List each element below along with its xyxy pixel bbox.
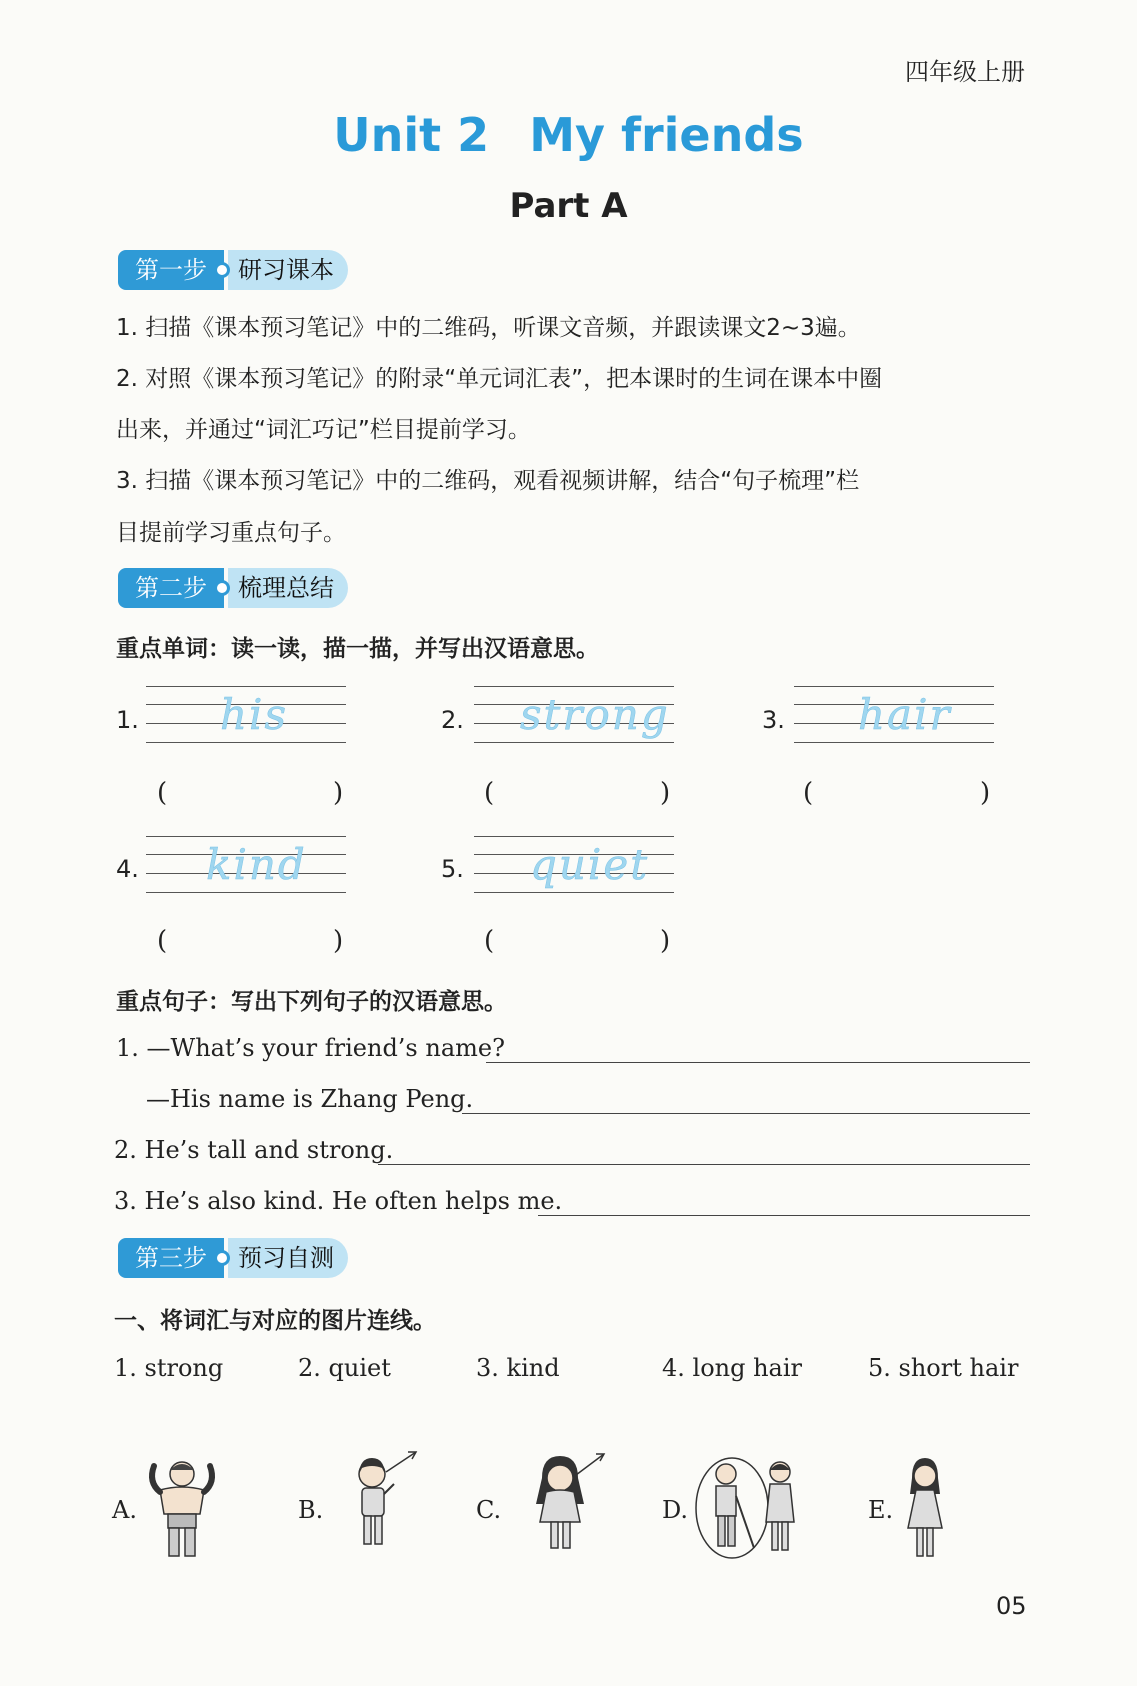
long-hair-girl-picture-icon[interactable]	[524, 1448, 614, 1560]
unit-number: Unit 2	[333, 108, 490, 162]
step2-title: 梳理总结	[228, 568, 348, 608]
word-1-trace: his	[220, 690, 289, 739]
word-1-paren-close: )	[333, 778, 344, 808]
word-5-paren-open: (	[484, 926, 495, 956]
match-word-3: 3. kind	[476, 1354, 560, 1382]
word-2-number: 2.	[441, 706, 464, 734]
step1-item-2-cont: 出来，并通过“词汇巧记”栏目提前学习。	[116, 417, 531, 443]
word-3-paren-close: )	[980, 778, 991, 808]
word-5-number: 5.	[441, 855, 464, 883]
picture-a-label: A.	[112, 1496, 137, 1524]
step1-item-3: 3. 扫描《课本预习笔记》中的二维码，观看视频讲解，结合“句子梳理”栏	[116, 468, 860, 494]
match-word-2: 2. quiet	[298, 1354, 391, 1382]
match-word-5: 5. short hair	[868, 1354, 1019, 1382]
quiet-girl-picture-icon[interactable]	[900, 1454, 950, 1562]
step1-title: 研习课本	[228, 250, 348, 290]
step1-item-3-cont: 目提前学习重点句子。	[116, 520, 346, 546]
word-4-paren-open: (	[157, 926, 168, 956]
word-4-number: 4.	[116, 855, 139, 883]
step1-label: 第一步	[118, 250, 224, 290]
sentence-3-answer-line[interactable]	[538, 1215, 1030, 1216]
picture-e-label: E.	[868, 1496, 894, 1524]
word-5-trace: quiet	[530, 840, 650, 889]
picture-d-label: D.	[662, 1496, 689, 1524]
sentence-2: 2. He’s tall and strong.	[114, 1136, 394, 1164]
step-dot-icon	[214, 580, 230, 596]
picture-b-label: B.	[298, 1496, 324, 1524]
sentence-2-answer-line[interactable]	[378, 1164, 1030, 1165]
unit-name: My friends	[529, 108, 804, 162]
word-3-number: 3.	[762, 706, 785, 734]
step1-item-1: 1. 扫描《课本预习笔记》中的二维码，听课文音频，并跟读课文2~3遍。	[116, 315, 861, 341]
grade-label: 四年级上册	[905, 58, 1025, 86]
page-number: 05	[996, 1592, 1027, 1620]
word-2-paren-open: (	[484, 778, 495, 808]
sentence-1b-answer-line[interactable]	[462, 1113, 1030, 1114]
match-word-1: 1. strong	[114, 1354, 224, 1382]
sentence-3: 3. He’s also kind. He often helps me.	[114, 1187, 563, 1215]
word-2-paren-close: )	[660, 778, 671, 808]
step-dot-icon	[214, 262, 230, 278]
word-4-paren-close: )	[333, 926, 344, 956]
word-3-trace: hair	[858, 690, 952, 739]
word-5-paren-close: )	[660, 926, 671, 956]
step3-title: 预习自测	[228, 1238, 348, 1278]
strong-man-picture-icon[interactable]	[142, 1452, 222, 1562]
step-dot-icon	[214, 1250, 230, 1266]
word-3-paren-open: (	[803, 778, 814, 808]
sentence-1b: —His name is Zhang Peng.	[146, 1085, 474, 1113]
kind-helper-picture-icon[interactable]	[690, 1452, 800, 1564]
step3-label: 第三步	[118, 1238, 224, 1278]
word-1-paren-open: (	[157, 778, 168, 808]
part-title: Part A	[509, 186, 628, 226]
sentences-heading: 重点句子：写出下列句子的汉语意思。	[116, 989, 507, 1015]
sentence-1a: 1. —What’s your friend’s name?	[116, 1034, 505, 1062]
step2-label: 第二步	[118, 568, 224, 608]
word-1-number: 1.	[116, 706, 139, 734]
step1-item-2: 2. 对照《课本预习笔记》的附录“单元词汇表”，把本课时的生词在课本中圈	[116, 366, 883, 392]
q1-heading: 一、将词汇与对应的图片连线。	[114, 1308, 436, 1334]
unit-title	[0, 108, 1137, 162]
word-4-trace: kind	[206, 840, 307, 889]
words-heading: 重点单词：读一读，描一描，并写出汉语意思。	[116, 636, 599, 662]
short-hair-girl-picture-icon[interactable]	[346, 1448, 426, 1560]
sentence-1a-answer-line[interactable]	[486, 1062, 1030, 1063]
word-2-trace: strong	[520, 690, 670, 739]
match-word-4: 4. long hair	[662, 1354, 803, 1382]
picture-c-label: C.	[476, 1496, 502, 1524]
